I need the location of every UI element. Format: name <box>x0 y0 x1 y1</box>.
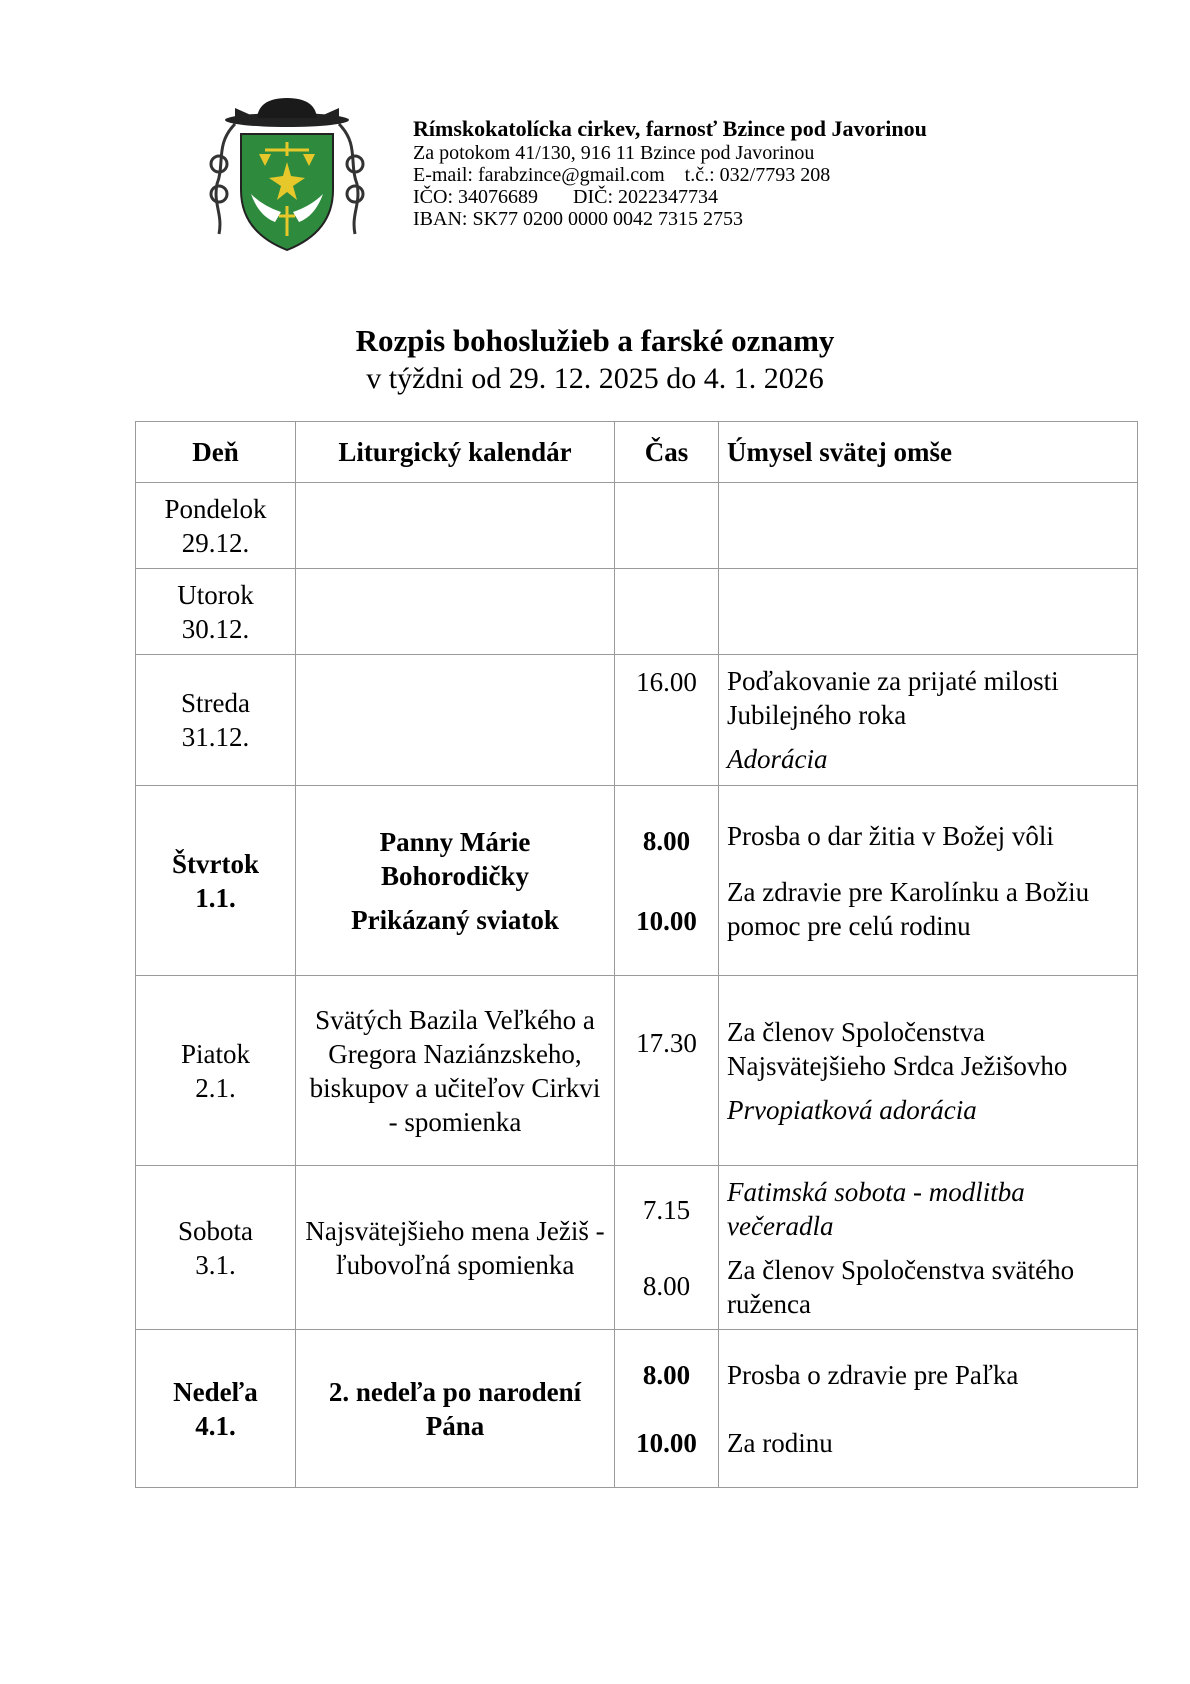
header-time: Čas <box>615 422 719 483</box>
mass-time: 8.00 <box>642 1270 691 1301</box>
time-cell <box>615 483 719 569</box>
intention-cell <box>719 976 1138 1166</box>
liturgy-feast: Svätých Bazila Veľkého a Gregora Naziánzskeho, biskupov a učiteľov Cirkvi - spomienka <box>309 1004 601 1137</box>
day-cell <box>136 483 296 569</box>
mass-time: 7.15 <box>642 1194 691 1225</box>
intention-cell <box>719 569 1138 655</box>
day-name: Streda <box>181 688 250 718</box>
liturgy-feast: Najsvätejšieho mena Ježiš - ľubovoľná spomienka <box>305 1215 605 1280</box>
intention-note: Prvopiatková adorácia <box>727 1094 977 1125</box>
title-sub: v týždni od 29. 12. 2025 do 4. 1. 2026 <box>366 362 824 395</box>
header-day: Deň <box>136 422 296 483</box>
table-row <box>136 1166 1138 1330</box>
day-date: 31.12. <box>181 722 250 752</box>
table-row <box>136 655 1138 786</box>
day-cell <box>136 569 296 655</box>
mass-intention: Poďakovanie za prijaté milosti Jubilejného roka <box>727 666 1059 730</box>
table-row <box>136 483 1138 569</box>
header-liturgy: Liturgický kalendár <box>296 422 615 483</box>
day-cell <box>136 786 296 976</box>
parish-header <box>413 116 927 230</box>
mass-intention: Za členov Spoločenstva Najsvätejšieho Srdca Ježišovho <box>727 1016 1068 1081</box>
day-cell <box>136 655 296 786</box>
mass-time: 16.00 <box>636 667 697 697</box>
time-cell <box>615 569 719 655</box>
day-cell <box>136 1166 296 1330</box>
time-cell <box>615 1330 719 1488</box>
day-date: 1.1. <box>195 882 236 913</box>
liturgy-rank: Prikázaný sviatok <box>351 904 559 935</box>
liturgy-cell <box>296 569 615 655</box>
liturgy-cell <box>296 1330 615 1488</box>
mass-intention: Za zdravie pre Karolínku a Božiu pomoc pre celú rodinu <box>727 876 1090 941</box>
header-intention: Úmysel svätej omše <box>719 422 1138 483</box>
day-name: Utorok <box>177 579 254 610</box>
day-date: 2.1. <box>195 1072 236 1103</box>
mass-intention: Prosba o dar žitia v Božej vôli <box>727 820 1054 851</box>
intention-cell <box>719 1330 1138 1488</box>
table-header-row <box>136 422 1138 483</box>
day-name: Sobota <box>177 1215 253 1246</box>
liturgy-cell <box>296 483 615 569</box>
mass-time: 8.00 <box>642 825 691 856</box>
liturgy-feast: Panny Márie Bohorodičky <box>379 826 531 891</box>
time-cell <box>615 786 719 976</box>
table-row <box>136 1330 1138 1488</box>
parish-coat-of-arms <box>205 94 370 254</box>
intention-cell <box>719 483 1138 569</box>
table-row <box>136 786 1138 976</box>
liturgy-cell <box>296 655 615 786</box>
liturgy-feast: 2. nedeľa po narodení Pána <box>328 1376 582 1441</box>
mass-intention: Za členov Spoločenstva svätého ruženca <box>727 1254 1075 1319</box>
liturgy-cell <box>296 786 615 976</box>
mass-intention: Za rodinu <box>727 1427 833 1458</box>
day-date: 29.12. <box>181 527 250 558</box>
time-cell <box>615 976 719 1166</box>
time-cell <box>615 1166 719 1330</box>
mass-time: 10.00 <box>636 905 697 936</box>
mass-time: 17.30 <box>636 1028 697 1058</box>
day-date: 3.1. <box>195 1249 236 1280</box>
title-main: Rozpis bohoslužieb a farské oznamy <box>355 323 835 358</box>
contact-line: E-mail: farabzince@gmail.com t.č.: 032/7793 208 <box>413 164 831 186</box>
day-cell <box>136 976 296 1166</box>
address-line: Za potokom 41/130, 916 11 Bzince pod Javorinou <box>413 142 815 164</box>
iban-line: IBAN: SK77 0200 0000 0042 7315 2753 <box>413 208 744 230</box>
schedule-table <box>135 421 1138 1488</box>
document-title <box>0 322 1190 398</box>
mass-time: 10.00 <box>636 1427 697 1458</box>
day-name: Nedeľa <box>173 1376 258 1407</box>
day-date: 30.12. <box>181 613 250 644</box>
mass-intention: Prosba o zdravie pre Paľka <box>727 1359 1019 1390</box>
intention-cell <box>719 786 1138 976</box>
mass-time: 8.00 <box>642 1359 691 1390</box>
time-cell <box>615 655 719 786</box>
intention-cell <box>719 655 1138 786</box>
mass-intention: Fatimská sobota - modlitba večeradla <box>727 1176 1025 1241</box>
day-name: Pondelok <box>164 493 267 524</box>
table-row <box>136 569 1138 655</box>
org-name: Rímskokatolícka cirkev, farnosť Bzince pod Javorinou <box>413 116 927 141</box>
intention-note: Adorácia <box>727 744 828 774</box>
day-name: Štvrtok <box>172 848 259 879</box>
day-cell <box>136 1330 296 1488</box>
day-date: 4.1. <box>195 1410 236 1441</box>
liturgy-cell <box>296 1166 615 1330</box>
table-row <box>136 976 1138 1166</box>
intention-cell <box>719 1166 1138 1330</box>
day-name: Piatok <box>180 1038 250 1069</box>
ids-line: IČO: 34076689 DIČ: 2022347734 <box>413 186 718 208</box>
liturgy-cell <box>296 976 615 1166</box>
